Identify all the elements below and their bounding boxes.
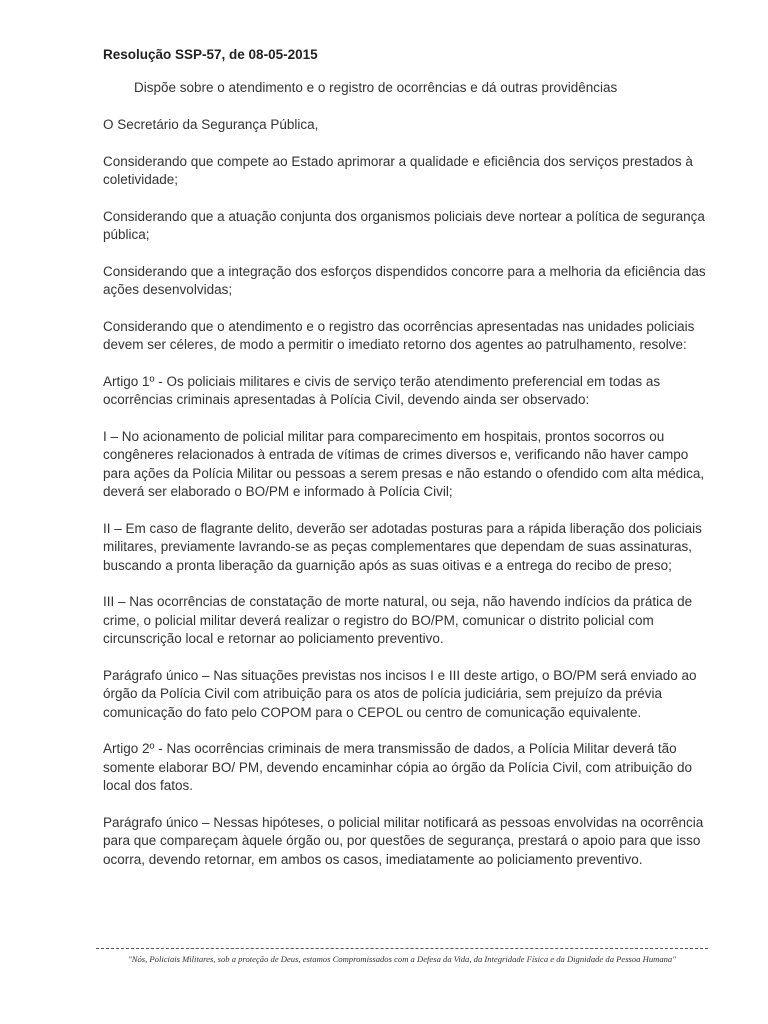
footer-divider <box>96 948 708 949</box>
paragraph-paragrafo-unico-1: Parágrafo único – Nas situações previstas nos incisos I e III deste artigo, o BO/PM será enviado ao órgão da Polícia Civil com atribuição para os atos de polícia judiciária, sem prejuízo da prévia comunicação do fato pelo COPOM para o CEPOL ou centro de comunicação equivalente. <box>103 667 697 720</box>
paragraph-inciso-1: I – No acionamento de policial militar para comparecimento em hospitais, prontos socorros ou congêneres relacionados à entrada de vítimas de crimes diversos e, verificando não haver campo para ações da Polícia Militar ou pessoas a serem presas e não estando o ofendido com alta médica, deverá ser elaborado o BO/PM e informado à Polícia Civil; <box>103 428 705 499</box>
paragraph-inciso-3: III – Nas ocorrências de constatação de morte natural, ou seja, não havendo indícios da prática de crime, o policial militar deverá realizar o registro do BO/PM, comunicar o distrito policial com circunscrição local e retornar ao policiamento preventivo. <box>103 594 693 646</box>
paragraph-considerando-3: Considerando que a integração dos esforços dispendidos concorre para a melhoria da eficiência das ações desenvolvidas; <box>103 263 706 297</box>
paragraph-paragrafo-unico-2: Parágrafo único – Nessas hipóteses, o policial militar notificará as pessoas envolvidas na ocorrência para que compareçam àquele órgão ou, por questões de segurança, prestará o apoio para que isso ocorra, devendo retornar, em ambos os casos, imediatamente ao policiamento preventivo. <box>103 814 704 867</box>
paragraph-considerando-1: Considerando que compete ao Estado aprimorar a qualidade e eficiência dos serviços prestados à coletividade; <box>103 153 693 187</box>
paragraph-preamble: O Secretário da Segurança Pública, <box>103 117 319 132</box>
paragraph-inciso-2: II – Em caso de flagrante delito, deverão ser adotadas posturas para a rápida liberação dos policiais militares, previamente lavrando-se as peças complementares que dependam de suas assinaturas, buscando a pronta liberação da guarnição após as suas oitivas e a entrega do recibo de preso; <box>103 520 702 573</box>
footer-motto: "Nós, Policiais Militares, sob a proteção de Deus, estamos Compromissados com a Defesa da Vida, da Integridade Física e da Dignidade da Pessoa Humana" <box>128 954 676 964</box>
paragraph-considerando-2: Considerando que a atuação conjunta dos organismos policiais deve nortear a política de segurança pública; <box>103 208 705 242</box>
paragraph-artigo-2: Artigo 2º - Nas ocorrências criminais de mera transmissão de dados, a Polícia Militar deverá tão somente elaborar BO/ PM, devendo encaminhar cópia ao órgão da Polícia Civil, com atribuição do local dos fatos. <box>103 741 693 793</box>
document-title: Resolução SSP-57, de 08-05-2015 <box>103 47 318 62</box>
document-subtitle: Dispõe sobre o atendimento e o registro de ocorrências e dá outras providências <box>134 79 618 95</box>
document-body <box>103 38 715 887</box>
paragraph-artigo-1: Artigo 1º - Os policiais militares e civis de serviço terão atendimento preferencial em todas as ocorrências criminais apresentadas à Polícia Civil, devendo ainda ser observado: <box>103 373 661 407</box>
page-footer <box>96 948 708 964</box>
paragraph-considerando-4: Considerando que o atendimento e o registro das ocorrências apresentadas nas unidades policiais devem ser céleres, de modo a permitir o imediato retorno dos agentes ao patrulhamento, resolve: <box>103 318 695 352</box>
